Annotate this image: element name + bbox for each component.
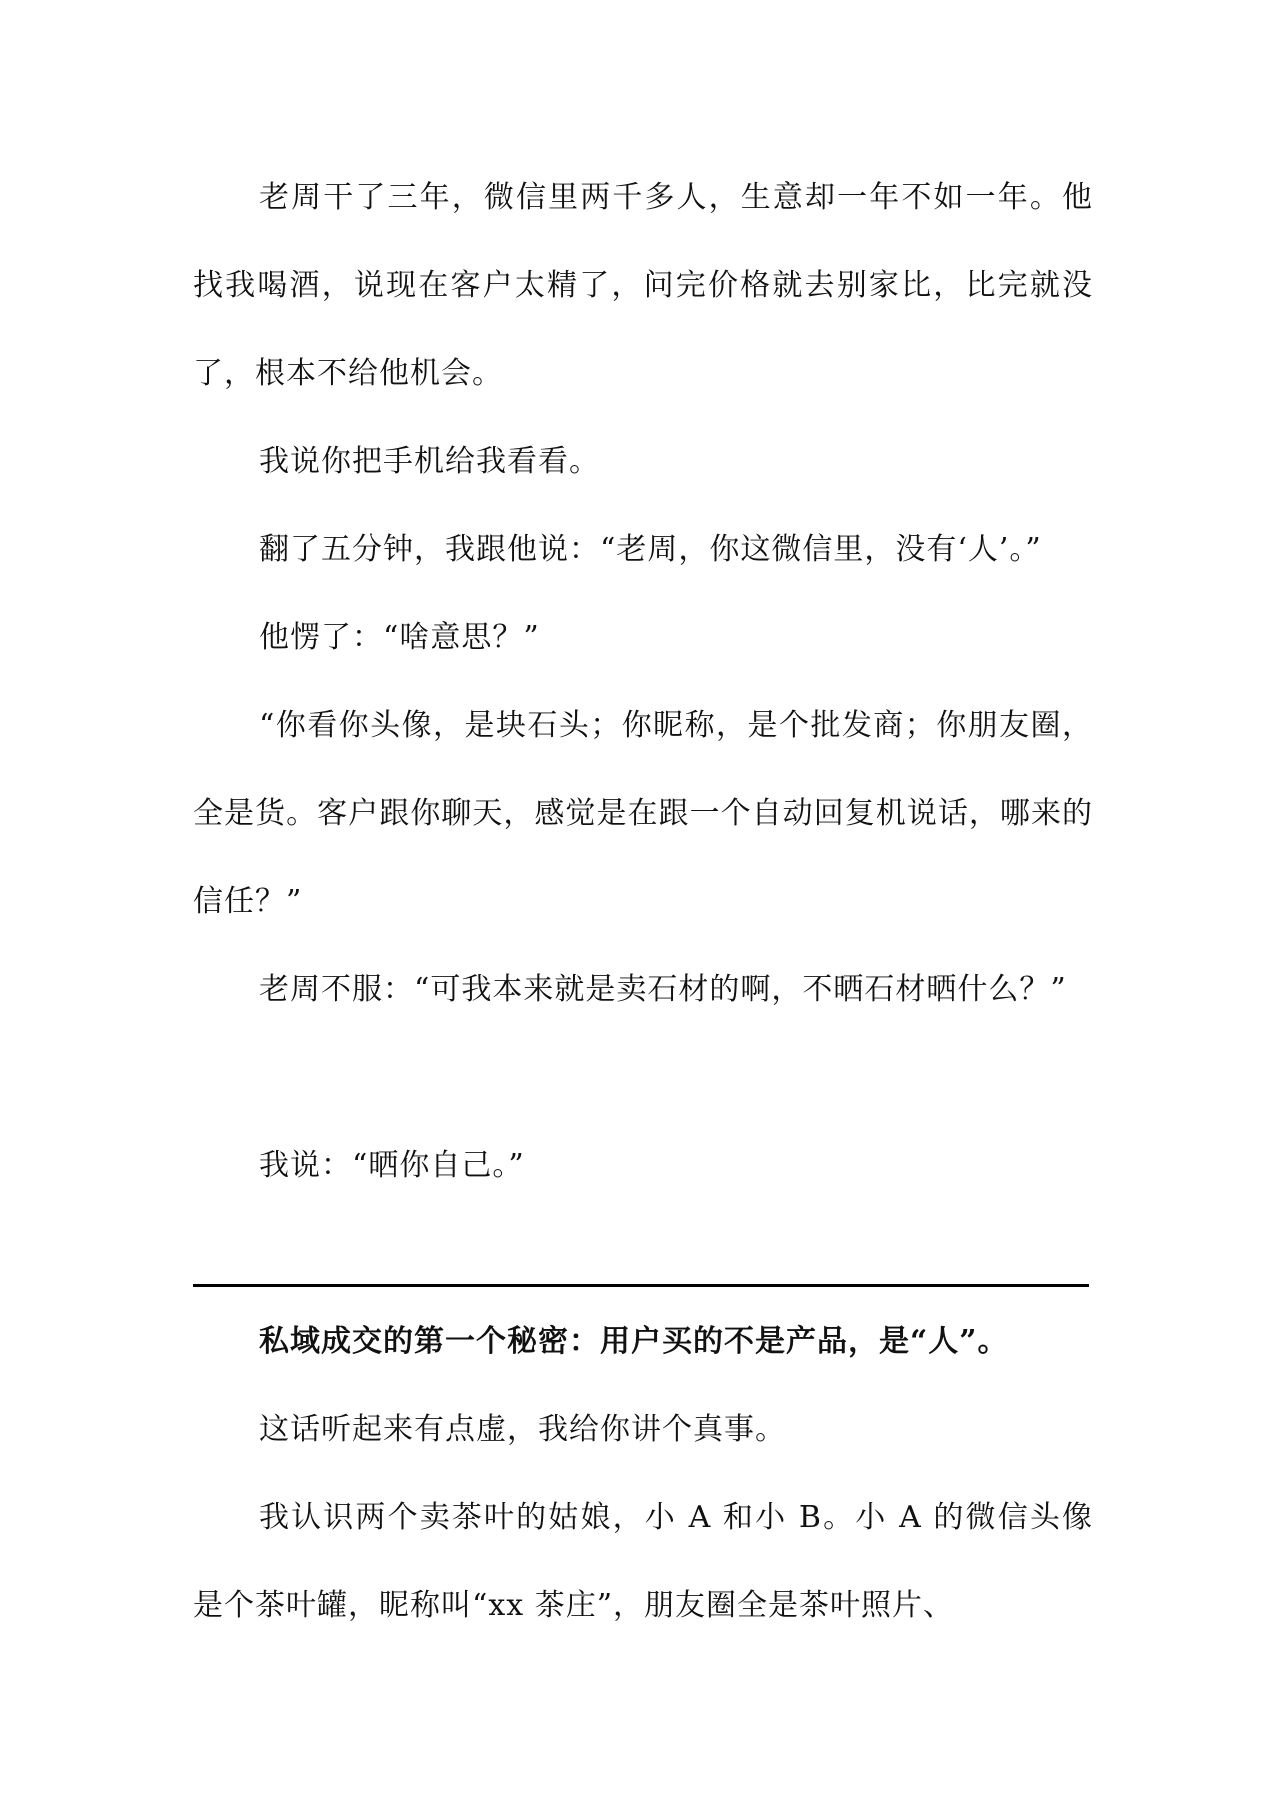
story-paragraph-4: 他愣了：“啥意思？” <box>259 620 540 655</box>
story-paragraph-6: 老周不服：“可我本来就是卖石材的啊，不晒石材晒什么？” <box>259 972 1067 1007</box>
section-paragraph-2: 我认识两个卖茶叶的姑娘，小 A 和小 B。小 A 的微信头像是个茶叶罐，昵称叫“xx 茶庄”，朋友圈全是茶叶照片、 <box>193 1500 1093 1623</box>
story-paragraph-3: 翻了五分钟，我跟他说：“老周，你这微信里，没有‘人’。” <box>259 532 1042 567</box>
story-paragraph-5: “你看你头像，是块石头；你昵称，是个批发商；你朋友圈，全是货。客户跟你聊天，感觉是在跟一个自动回复机说话，哪来的信任？” <box>193 708 1093 919</box>
story-paragraph-1: 老周干了三年，微信里两千多人，生意却一年不如一年。他找我喝酒，说现在客户太精了，问完价格就去别家比，比完就没了，根本不给他机会。 <box>193 180 1093 391</box>
section-paragraph-1: 这话听起来有点虚，我给你讲个真事。 <box>259 1412 786 1447</box>
story-paragraph-7: 我说：“晒你自己。” <box>259 1148 525 1183</box>
story-paragraph-2: 我说你把手机给我看看。 <box>259 444 600 479</box>
section-heading: 私域成交的第一个秘密：用户买的不是产品，是“人”。 <box>259 1324 1009 1359</box>
section-divider <box>193 1284 1089 1287</box>
